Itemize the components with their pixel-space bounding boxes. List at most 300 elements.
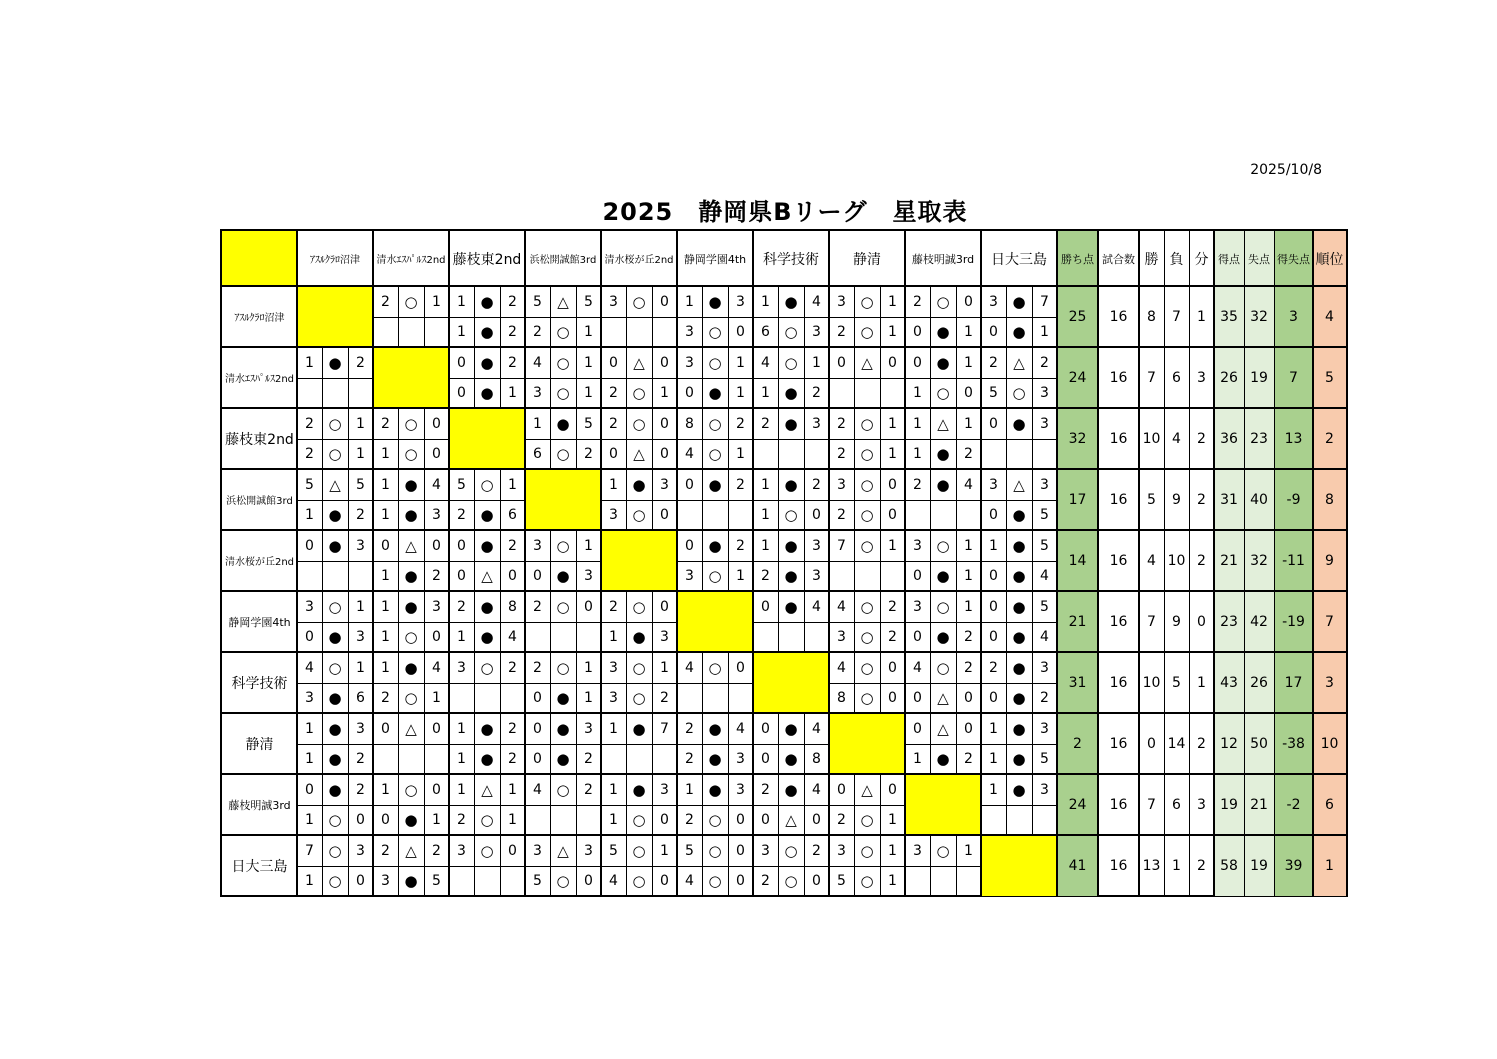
goals-against: 0 [964, 293, 973, 310]
grid-line-v [626, 591, 627, 652]
grid-line-v [1006, 591, 1007, 652]
stat-rank: 7 [1313, 591, 1346, 652]
result-mark: ● [328, 536, 342, 555]
result-mark: △ [481, 780, 493, 799]
grid-line-h [449, 378, 525, 379]
result-mark: ○ [860, 475, 874, 494]
result-mark: ● [784, 475, 798, 494]
goals-against: 1 [508, 781, 517, 798]
result-mark: ● [328, 750, 342, 768]
grid-line-v [778, 591, 779, 652]
grid-line-h [905, 500, 981, 501]
grid-line-v [1006, 713, 1007, 774]
stat-gd: 17 [1274, 652, 1313, 713]
row-header-team: 藤枝明誠3rd [228, 798, 291, 812]
goals-against: 2 [508, 751, 517, 767]
grid-line-v [930, 347, 931, 408]
goals-for: 3 [913, 537, 922, 554]
result-mark: △ [557, 292, 569, 311]
stat-ga: 32 [1244, 286, 1274, 347]
result-mark: ○ [860, 872, 874, 890]
grid-line-h [373, 500, 449, 501]
grid-line-v [322, 713, 323, 774]
goals-against: 6 [508, 507, 517, 523]
goals-for [449, 683, 474, 713]
goals-against: 4 [964, 476, 973, 493]
stat-ga: 23 [1244, 408, 1274, 469]
grid-line-v [778, 286, 779, 347]
result-mark: △ [405, 719, 417, 738]
goals-for [677, 500, 702, 530]
goals-against: 0 [584, 873, 593, 889]
goals-for: 3 [533, 385, 542, 401]
goals-for: 1 [989, 781, 998, 798]
stat-points: 41 [1057, 835, 1098, 896]
result-mark: ○ [936, 292, 950, 311]
grid-line-h [829, 683, 905, 684]
goals-for [829, 378, 854, 408]
goals-for [449, 866, 474, 896]
goals-against [424, 744, 449, 774]
grid-line-v [398, 530, 399, 591]
result-mark: ○ [556, 323, 570, 341]
grid-line-v [778, 347, 779, 408]
column-header-team: ｱｽﾙｸﾗﾛ沼津 [310, 255, 360, 266]
goals-for: 2 [837, 415, 846, 432]
result-mark [778, 622, 804, 652]
goals-for: 1 [989, 537, 998, 554]
goals-against: 2 [736, 415, 745, 432]
result-mark: ● [708, 292, 722, 311]
goals-against: 3 [812, 415, 821, 432]
goals-for: 4 [685, 659, 694, 676]
goals-against: 1 [660, 385, 669, 401]
goals-for: 0 [913, 629, 922, 645]
result-mark: △ [557, 841, 569, 860]
grid-line-h [297, 805, 373, 806]
goals-against: 0 [660, 507, 669, 523]
result-mark: ● [784, 384, 798, 402]
goals-for: 0 [761, 751, 770, 767]
grid-line-h [753, 500, 829, 501]
grid-line-v [424, 835, 425, 896]
goals-for: 0 [381, 537, 390, 554]
goals-against: 2 [584, 446, 593, 462]
grid-line-v [424, 530, 425, 591]
goals-for: 1 [609, 720, 618, 737]
grid-line-h [525, 744, 601, 745]
grid-line-v [626, 469, 627, 530]
stat-win: 4 [1147, 552, 1156, 569]
goals-for: 1 [305, 751, 314, 767]
grid-line-v [676, 231, 678, 896]
grid-line-h [525, 866, 601, 867]
grid-line-v [398, 408, 399, 469]
result-mark: ○ [632, 811, 646, 829]
result-mark: △ [937, 689, 949, 707]
goals-against [652, 317, 677, 347]
stat-points: 24 [1057, 774, 1098, 835]
grid-line-v [1006, 652, 1007, 713]
result-mark: ○ [556, 872, 570, 890]
grid-line-v [424, 774, 425, 835]
grid-line-v [652, 347, 653, 408]
grid-line-v [296, 231, 298, 896]
goals-against: 2 [888, 598, 897, 615]
grid-line-v [930, 408, 931, 469]
goals-for: 3 [989, 293, 998, 310]
goals-against: 3 [432, 507, 441, 523]
goals-for: 7 [305, 842, 314, 859]
goals-for [297, 378, 322, 408]
goals-against: 3 [356, 629, 365, 645]
goals-against: 1 [1040, 324, 1049, 340]
goals-against: 6 [356, 690, 365, 706]
grid-line-h [753, 317, 829, 318]
result-mark [778, 439, 804, 469]
grid-line-h [449, 805, 525, 806]
stat-ga: 50 [1244, 713, 1274, 774]
goals-against: 2 [812, 385, 821, 401]
goals-against: 1 [964, 598, 973, 615]
result-mark: ○ [328, 597, 342, 616]
result-mark: △ [633, 353, 645, 372]
stat-ga: 40 [1244, 469, 1274, 530]
goals-for: 3 [609, 659, 618, 676]
grid-line-v [652, 652, 653, 713]
result-mark: ○ [632, 292, 646, 311]
result-mark: ● [1012, 658, 1026, 677]
goals-against: 2 [736, 537, 745, 554]
goals-against: 2 [964, 659, 973, 676]
grid-line-v [474, 530, 475, 591]
grid-line-v [702, 835, 703, 896]
result-mark: ● [404, 811, 418, 829]
goals-for: 3 [913, 842, 922, 859]
result-mark: ● [1012, 414, 1026, 433]
goals-against [956, 866, 981, 896]
grid-line-h [601, 805, 677, 806]
goals-against [348, 378, 373, 408]
result-mark: ○ [328, 841, 342, 860]
grid-line-v [424, 469, 425, 530]
stat-win: 7 [1147, 613, 1156, 630]
column-header-gf: 得点 [1214, 231, 1244, 286]
grid-line-v [702, 408, 703, 469]
grid-line-v [398, 591, 399, 652]
result-mark: ○ [708, 658, 722, 677]
stat-games: 16 [1109, 857, 1128, 874]
goals-against: 2 [584, 781, 593, 798]
grid-line-v [500, 713, 501, 774]
goals-for: 0 [533, 720, 542, 737]
goals-against: 0 [736, 812, 745, 828]
goals-for [753, 622, 778, 652]
column-header-points: 勝ち点 [1057, 231, 1098, 286]
goals-against: 3 [1040, 781, 1049, 798]
stat-rank: 2 [1313, 408, 1346, 469]
grid-line-v [576, 347, 577, 408]
grid-line-v [322, 347, 323, 408]
grid-line-v [550, 408, 551, 469]
goals-against: 2 [508, 537, 517, 554]
grid-line-v [1032, 286, 1033, 347]
goals-against [500, 683, 525, 713]
result-mark: ○ [556, 597, 570, 616]
grid-line-h [677, 439, 753, 440]
result-mark [930, 866, 956, 896]
grid-line-h [222, 651, 1346, 653]
goals-against: 0 [432, 415, 441, 432]
grid-line-v [550, 286, 551, 347]
result-mark: ○ [632, 384, 646, 402]
goals-for: 4 [685, 446, 694, 462]
goals-against [804, 439, 829, 469]
result-mark: ○ [480, 841, 494, 860]
goals-against: 5 [1040, 537, 1049, 554]
grid-line-h [677, 317, 753, 318]
grid-line-h [297, 622, 373, 623]
stat-win: 10 [1142, 674, 1161, 691]
goals-for: 0 [913, 354, 922, 371]
grid-line-h [905, 744, 981, 745]
grid-line-h [373, 744, 449, 745]
goals-for: 1 [609, 781, 618, 798]
column-header-win: 勝 [1144, 251, 1159, 268]
stat-games: 16 [1109, 430, 1128, 447]
grid-line-v [854, 774, 855, 835]
result-mark: ● [404, 567, 418, 585]
goals-against: 0 [356, 812, 365, 828]
goals-for [601, 744, 626, 774]
grid-line-v [1006, 408, 1007, 469]
result-mark: ● [1012, 628, 1026, 646]
grid-line-v [1032, 591, 1033, 652]
stat-draw: 0 [1197, 613, 1206, 630]
grid-line-v [930, 530, 931, 591]
result-mark: ● [632, 780, 646, 799]
stat-gd: -9 [1274, 469, 1313, 530]
goals-against: 2 [736, 476, 745, 493]
result-mark: ○ [556, 658, 570, 677]
grid-line-h [525, 439, 601, 440]
grid-line-v [930, 591, 931, 652]
stat-points: 21 [1057, 591, 1098, 652]
grid-line-v [550, 652, 551, 713]
grid-line-v [626, 713, 627, 774]
goals-against [728, 683, 753, 713]
result-mark: ○ [556, 780, 570, 799]
grid-line-v [372, 231, 374, 896]
grid-line-h [753, 622, 829, 623]
goals-against [956, 500, 981, 530]
grid-line-v [1006, 530, 1007, 591]
goals-for: 1 [761, 507, 770, 523]
stat-gd: 7 [1274, 347, 1313, 408]
grid-line-h [297, 866, 373, 867]
goals-against: 4 [736, 720, 745, 737]
column-header-team: 藤枝東2nd [452, 251, 522, 268]
grid-line-h [829, 561, 905, 562]
grid-line-v [626, 286, 627, 347]
goals-for: 1 [609, 629, 618, 645]
result-mark: ○ [556, 353, 570, 372]
goals-against: 1 [584, 354, 593, 371]
result-mark: △ [633, 445, 645, 463]
grid-line-h [829, 500, 905, 501]
row-header-team: 科学技術 [231, 675, 288, 692]
grid-line-v [956, 530, 957, 591]
goals-against: 1 [584, 537, 593, 554]
grid-line-h [677, 866, 753, 867]
grid-line-v [956, 286, 957, 347]
result-mark: ○ [860, 597, 874, 616]
goals-against: 5 [584, 293, 593, 310]
result-mark: ● [1012, 719, 1026, 738]
goals-against: 0 [736, 659, 745, 676]
goals-against [804, 622, 829, 652]
column-header-team: 清水桜が丘2nd [604, 255, 674, 266]
self-match-cell [905, 774, 981, 835]
goals-for [677, 683, 702, 713]
goals-against: 2 [888, 629, 897, 645]
goals-for: 4 [685, 873, 694, 889]
result-mark: △ [785, 811, 797, 829]
result-mark: ○ [632, 872, 646, 890]
goals-against [500, 866, 525, 896]
grid-line-v [348, 469, 349, 530]
grid-line-v [474, 469, 475, 530]
goals-for: 2 [761, 873, 770, 889]
grid-line-v [804, 591, 805, 652]
goals-for: 0 [989, 629, 998, 645]
result-mark: △ [937, 719, 949, 738]
goals-against: 1 [888, 812, 897, 828]
goals-against: 4 [812, 598, 821, 615]
result-mark: ● [404, 475, 418, 494]
grid-line-v [348, 774, 349, 835]
grid-line-v [728, 774, 729, 835]
goals-for: 4 [533, 781, 542, 798]
grid-line-v [752, 231, 754, 896]
goals-against: 1 [508, 812, 517, 828]
goals-for: 3 [609, 690, 618, 706]
stat-points: 2 [1057, 713, 1098, 774]
grid-line-v [500, 347, 501, 408]
self-match-cell [981, 835, 1057, 896]
grid-line-v [880, 835, 881, 896]
grid-line-v [500, 530, 501, 591]
goals-for: 5 [609, 842, 618, 859]
goals-against: 2 [508, 293, 517, 310]
grid-line-h [525, 378, 601, 379]
grid-line-v [576, 286, 577, 347]
result-mark: ○ [328, 658, 342, 677]
goals-for: 2 [837, 507, 846, 523]
goals-against: 3 [1040, 415, 1049, 432]
grid-line-v [652, 713, 653, 774]
goals-against: 1 [888, 873, 897, 889]
grid-line-v [880, 652, 881, 713]
grid-line-h [297, 378, 373, 379]
grid-line-h [753, 439, 829, 440]
result-mark: ● [936, 475, 950, 494]
goals-for: 2 [913, 293, 922, 310]
goals-for: 1 [381, 568, 390, 584]
result-mark: ● [328, 719, 342, 738]
stat-points: 31 [1057, 652, 1098, 713]
grid-line-v [854, 652, 855, 713]
goals-against: 1 [584, 385, 593, 401]
grid-line-v [348, 347, 349, 408]
result-mark: ○ [784, 353, 798, 372]
goals-against: 0 [660, 598, 669, 615]
grid-line-h [601, 378, 677, 379]
goals-for: 3 [837, 842, 846, 859]
goals-against: 1 [660, 842, 669, 859]
result-mark: ○ [556, 536, 570, 555]
grid-line-v [348, 835, 349, 896]
stat-gd: 3 [1274, 286, 1313, 347]
result-mark [322, 561, 348, 591]
grid-line-h [601, 500, 677, 501]
grid-line-v [626, 835, 627, 896]
grid-line-v [930, 469, 931, 530]
goals-for: 2 [533, 598, 542, 615]
result-mark: ○ [632, 841, 646, 860]
goals-against: 0 [812, 873, 821, 889]
result-mark: ● [632, 719, 646, 738]
goals-against: 1 [964, 324, 973, 340]
result-mark: ● [632, 628, 646, 646]
goals-for: 1 [457, 751, 466, 767]
goals-for [753, 439, 778, 469]
goals-for: 3 [685, 354, 694, 371]
goals-against: 3 [812, 324, 821, 340]
goals-against: 3 [1040, 659, 1049, 676]
result-mark: ○ [632, 597, 646, 616]
stat-gf: 19 [1214, 774, 1244, 835]
goals-for: 2 [837, 446, 846, 462]
result-mark [930, 500, 956, 530]
result-mark: ● [1012, 506, 1026, 524]
grid-line-v [1032, 469, 1033, 530]
goals-for: 0 [989, 598, 998, 615]
grid-line-v [424, 591, 425, 652]
goals-against: 2 [812, 476, 821, 493]
goals-against: 3 [584, 842, 593, 859]
goals-for: 1 [913, 446, 922, 462]
result-mark: ● [328, 353, 342, 372]
column-header-team: 藤枝明誠3rd [911, 252, 975, 266]
goals-for: 3 [533, 537, 542, 554]
grid-line-h [525, 683, 601, 684]
grid-line-h [753, 866, 829, 867]
stat-ga: 19 [1244, 835, 1274, 896]
result-mark: ○ [556, 445, 570, 463]
grid-line-h [981, 622, 1057, 623]
goals-for: 1 [685, 781, 694, 798]
goals-against: 2 [964, 629, 973, 645]
grid-line-v [930, 835, 931, 896]
goals-against [728, 500, 753, 530]
grid-line-h [222, 773, 1346, 775]
stat-draw: 2 [1197, 430, 1206, 447]
result-mark: ○ [708, 414, 722, 433]
goals-against: 2 [508, 720, 517, 737]
goals-for [981, 439, 1006, 469]
goals-against: 3 [736, 751, 745, 767]
